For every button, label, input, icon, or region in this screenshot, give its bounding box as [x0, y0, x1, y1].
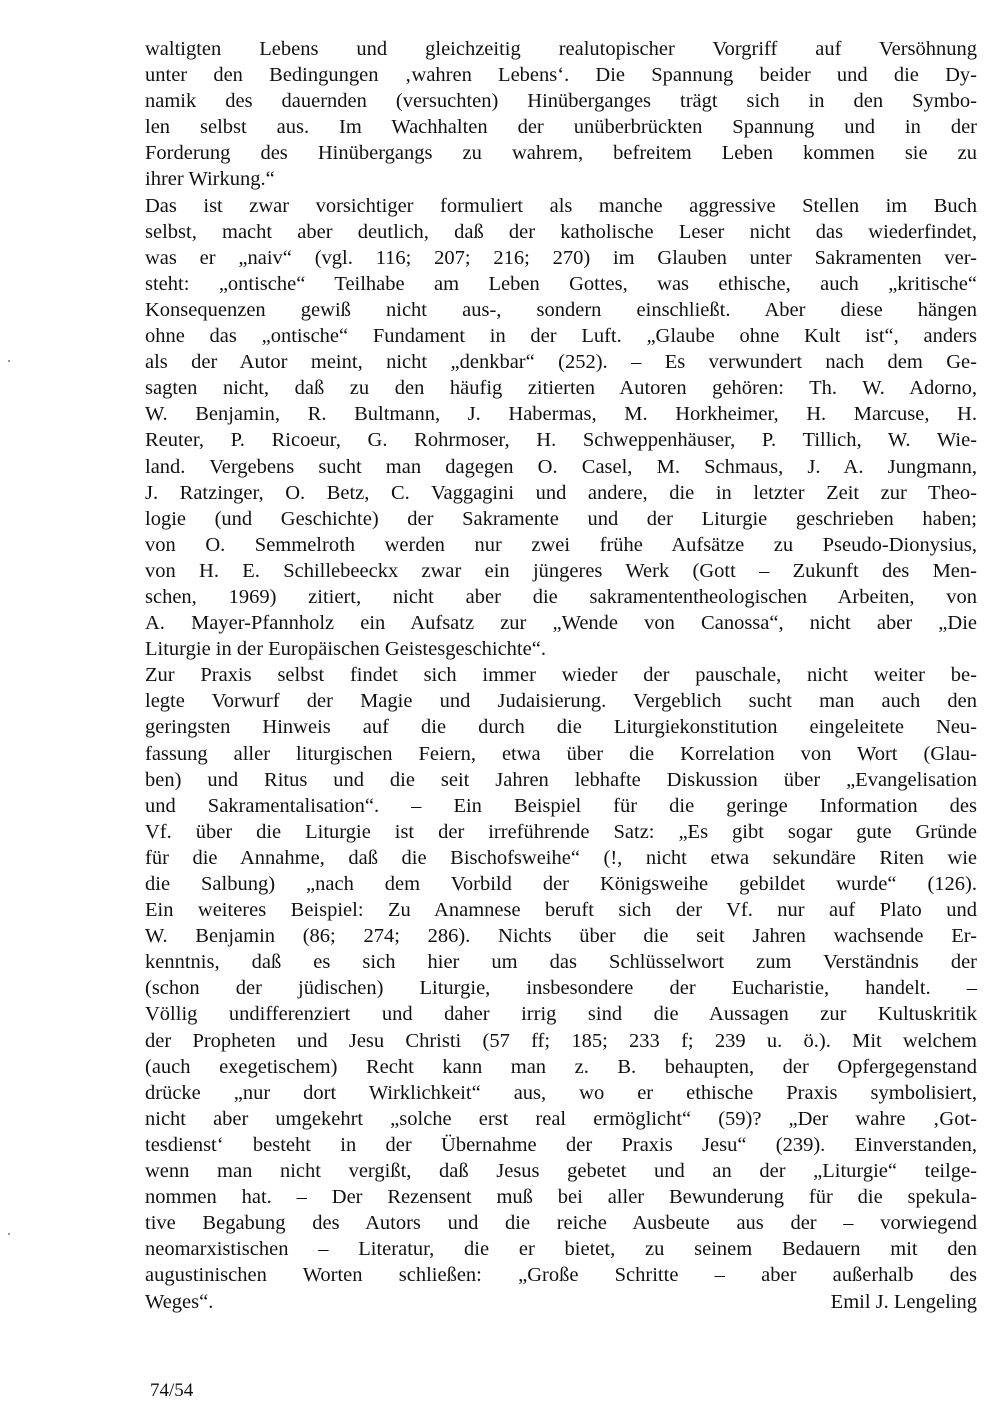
text-line: geringsten Hinweis auf die durch die Liturgiekonstitution eingeleitete Neu- — [145, 716, 977, 739]
text-line: sagten nicht, daß zu den häufig zitierten Autoren gehören: Th. W. Adorno, — [145, 377, 977, 400]
scan-speck — [8, 360, 10, 362]
text-line: unter den Bedingungen ‚wahren Lebens‘. Die Spannung beider und die Dy- — [145, 64, 977, 87]
text-line: steht: „ontische“ Teilhabe am Leben Gottes, was ethische, auch „kritische“ — [145, 272, 977, 295]
text-line: wenn man nicht vergißt, daß Jesus gebetet und an der „Liturgie“ teilge- — [145, 1160, 977, 1183]
author-signature: Emil J. Lengeling — [830, 1290, 977, 1313]
text-line: waltigten Lebens und gleichzeitig realutopischer Vorgriff auf Versöhnung — [145, 38, 977, 60]
text-line: die Salbung) „nach dem Vorbild der Königsweihe gebildet wurde“ (126). — [145, 873, 977, 895]
text-line: Völlig undifferenziert und daher irrig sind die Aussagen zur Kultuskritik — [145, 1003, 977, 1026]
text-line: augustinischen Worten schließen: „Große Schritte – aber außerhalb des — [145, 1264, 977, 1287]
text-line: Konsequenzen gewiß nicht aus-, sondern einschließt. Aber diese hängen — [145, 298, 977, 321]
paragraph-2 — [145, 193, 977, 663]
text-line: selbst, macht aber deutlich, daß der katholische Leser nicht das wiederfindet, — [145, 220, 977, 243]
text-line: für die Annahme, daß die Bischofsweihe“ (!, nicht etwa sekundäre Riten wie — [145, 846, 977, 869]
text-line: der Propheten und Jesu Christi (57 ff; 185; 233 f; 239 u. ö.). Mit welchem — [145, 1029, 977, 1052]
paragraph-1 — [145, 36, 977, 193]
text-line: von O. Semmelroth werden nur zwei frühe Aufsätze zu Pseudo-Dionysius, — [145, 533, 977, 556]
review-text — [145, 36, 977, 1315]
text-line: Zur Praxis selbst findet sich immer wieder der pauschale, nicht weiter be- — [145, 664, 977, 687]
text-line: nommen hat. – Der Rezensent muß bei aller Bewunderung für die spekula- — [145, 1186, 977, 1209]
text-line: schen, 1969) zitiert, nicht aber die sakramententheologischen Arbeiten, von — [145, 585, 977, 608]
text-line: tive Begabung des Autors und die reiche Ausbeute aus der – vorwiegend — [145, 1212, 977, 1235]
text-line: Das ist zwar vorsichtiger formuliert als manche aggressive Stellen im Buch — [145, 194, 977, 217]
text-line: Vf. über die Liturgie ist der irreführende Satz: „Es gibt sogar gute Gründe — [145, 820, 977, 843]
text-line: als der Autor meint, nicht „denkbar“ (252). – Es verwundert nach dem Ge- — [145, 351, 977, 374]
text-line: von H. E. Schillebeeckx zwar ein jüngeres Werk (Gott – Zukunft des Men- — [145, 559, 977, 582]
text-line: J. Ratzinger, O. Betz, C. Vaggagini und andere, die in letzter Zeit zur Theo- — [145, 481, 977, 504]
text-line: fassung aller liturgischen Feiern, etwa über die Korrelation von Wort (Glau- — [145, 742, 977, 765]
text-line: was er „naiv“ (vgl. 116; 207; 216; 270) im Glauben unter Sakramenten ver- — [145, 246, 977, 269]
text-line: (schon der jüdischen) Liturgie, insbesondere der Eucharistie, handelt. – — [145, 977, 977, 1000]
text-line: A. Mayer-Pfannholz ein Aufsatz zur „Wende von Canossa“, nicht aber „Die — [145, 612, 977, 635]
text-line: drücke „nur dort Wirklichkeit“ aus, wo er ethische Praxis symbolisiert, — [145, 1081, 977, 1104]
text-line: tesdienst‘ besteht in der Übernahme der Praxis Jesu“ (239). Einverstanden, — [145, 1133, 977, 1156]
closing-text: Weges“. — [145, 1290, 214, 1313]
text-line: neomarxistischen – Literatur, die er bietet, zu seinem Bedauern mit den — [145, 1238, 977, 1261]
text-line: land. Vergebens sucht man dagegen O. Casel, M. Schmaus, J. A. Jungmann, — [145, 455, 977, 478]
text-line: kenntnis, daß es sich hier um das Schlüsselwort zum Verständnis der — [145, 951, 977, 974]
text-line: logie (und Geschichte) der Sakramente und der Liturgie geschrieben haben; — [145, 507, 977, 530]
text-line: len selbst aus. Im Wachhalten der unüberbrückten Spannung und in der — [145, 116, 977, 139]
text-line: (auch exegetischem) Recht kann man z. B. behaupten, der Opfergegenstand — [145, 1055, 977, 1078]
text-line: ben) und Ritus und die seit Jahren lebhafte Diskussion über „Evangelisation — [145, 768, 977, 791]
text-line: ohne das „ontische“ Fundament in der Luft. „Glaube ohne Kult ist“, anders — [145, 325, 977, 348]
scan-speck — [8, 1233, 10, 1235]
text-line: Ein weiteres Beispiel: Zu Anamnese beruft sich der Vf. nur auf Plato und — [145, 899, 977, 922]
text-line: legte Vorwurf der Magie und Judaisierung. Vergeblich sucht man auch den — [145, 690, 977, 713]
closing-line — [145, 1289, 977, 1315]
text-line: Liturgie in der Europäischen Geistesgeschichte“. — [145, 638, 546, 661]
paragraph-3 — [145, 662, 977, 1288]
text-line: Reuter, P. Ricoeur, G. Rohrmoser, H. Schweppenhäuser, P. Tillich, W. Wie- — [145, 429, 977, 452]
page-number: 74/54 — [150, 1380, 194, 1401]
text-line: W. Benjamin (86; 274; 286). Nichts über die seit Jahren wachsende Er- — [145, 925, 977, 948]
text-line: namik des dauernden (versuchten) Hinüberganges trägt sich in den Symbo- — [145, 90, 977, 113]
text-line: Forderung des Hinübergangs zu wahrem, befreitem Leben kommen sie zu — [145, 142, 977, 165]
text-line: ihrer Wirkung.“ — [145, 168, 275, 191]
text-line: nicht aber umgekehrt „solche erst real ermöglicht“ (59)? „Der wahre ‚Got- — [145, 1107, 977, 1130]
text-line: W. Benjamin, R. Bultmann, J. Habermas, M. Horkheimer, H. Marcuse, H. — [145, 403, 977, 426]
text-line: und Sakramentalisation“. – Ein Beispiel für die geringe Information des — [145, 794, 977, 817]
